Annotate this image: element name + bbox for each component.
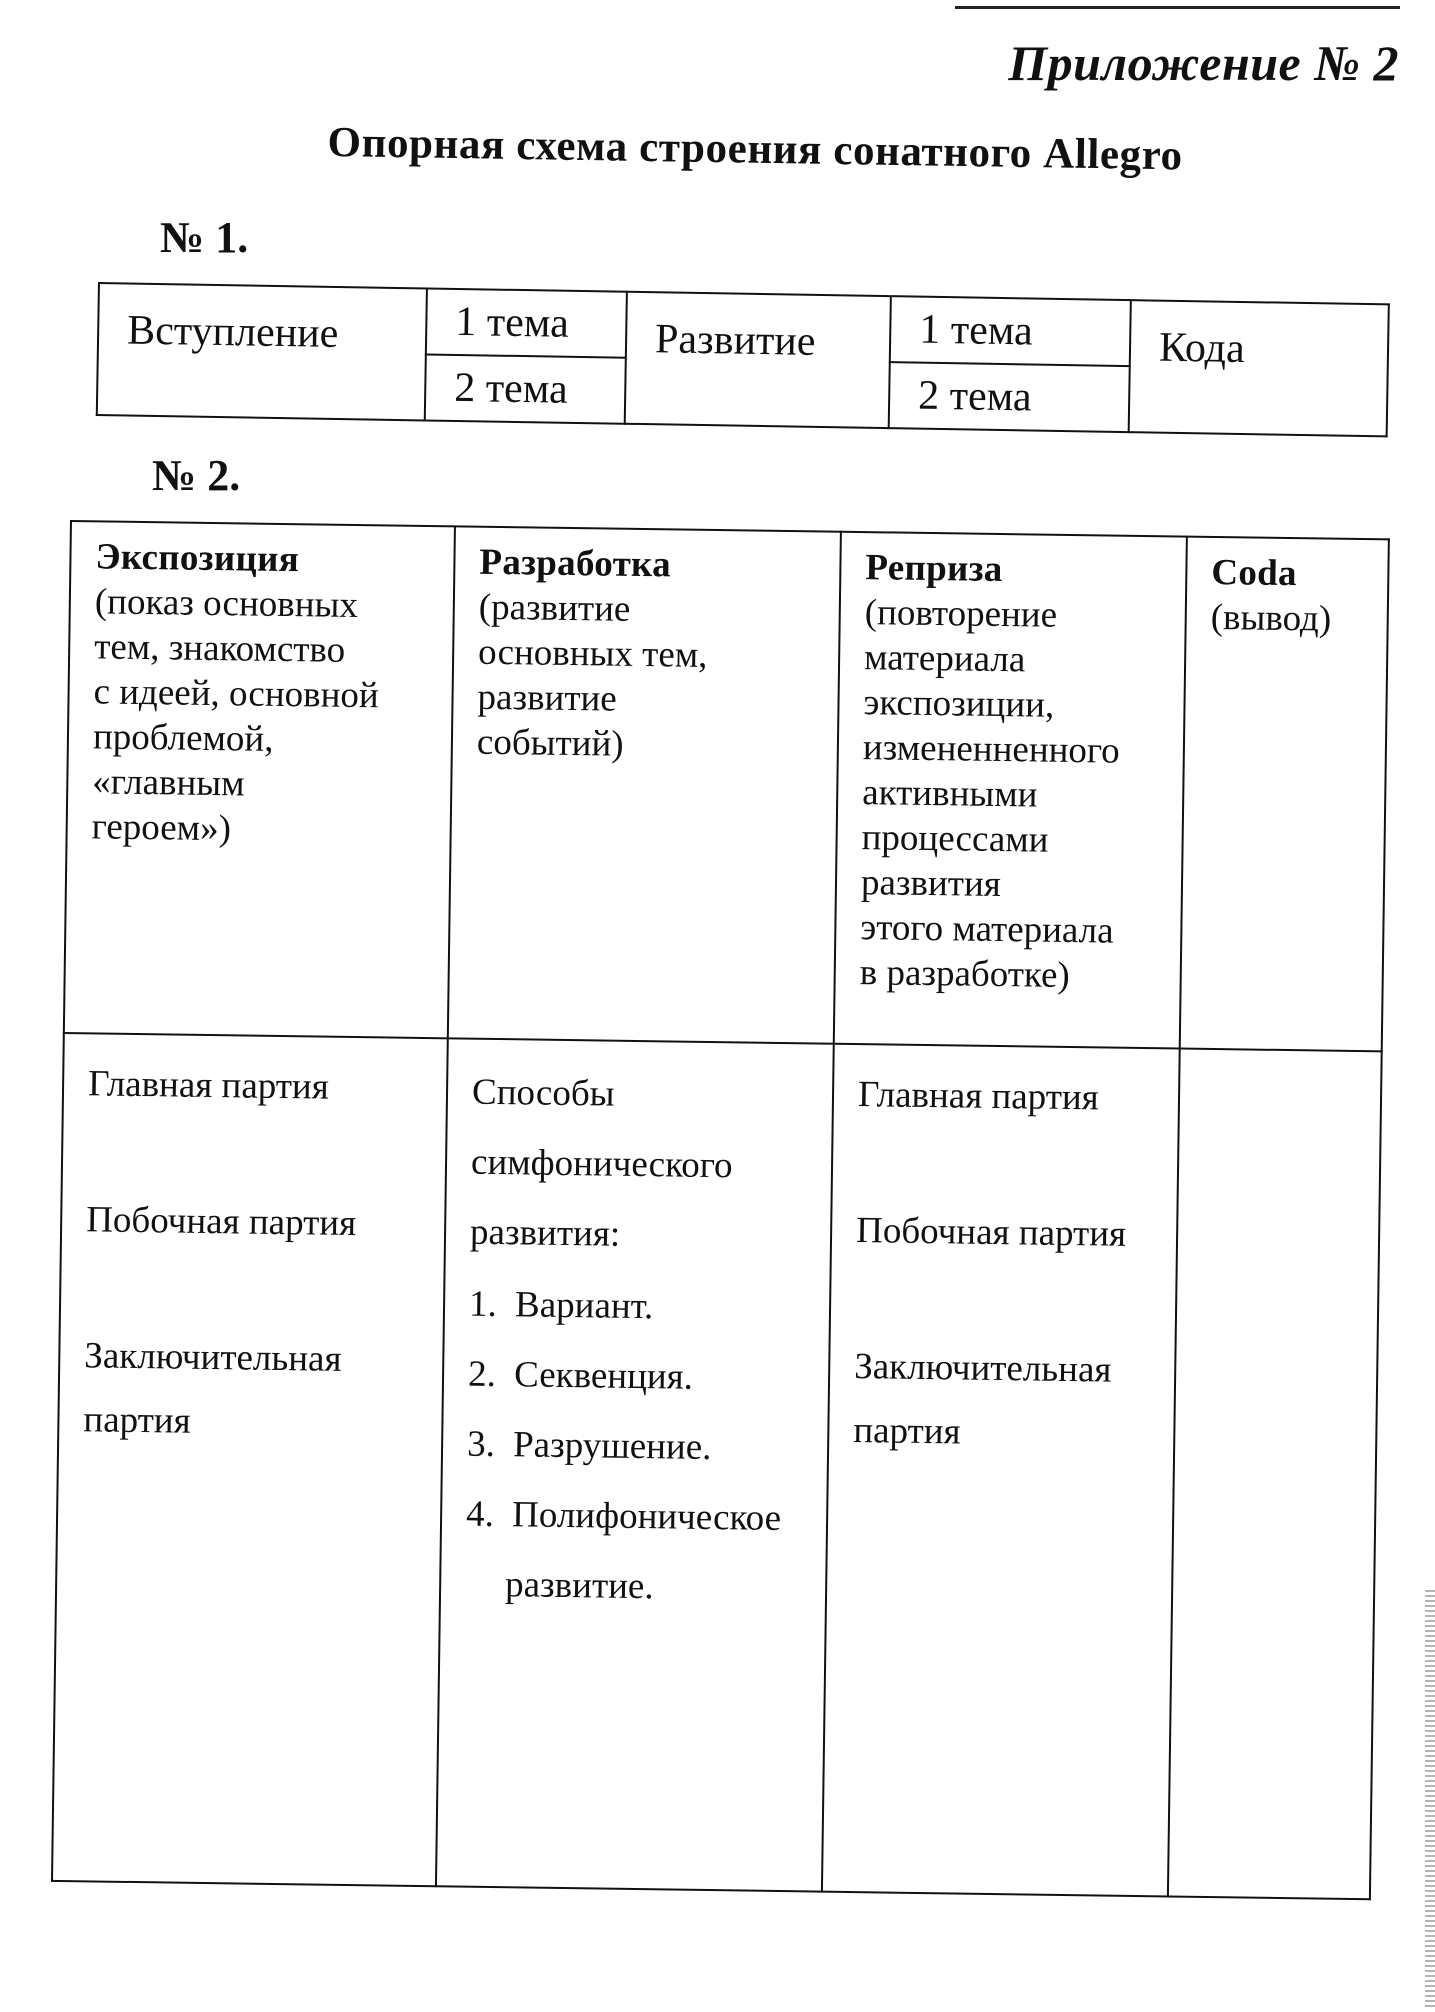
recap-part-closing: Заключительная партия (853, 1346, 1112, 1453)
list-item-text: Полифоническое (511, 1494, 782, 1540)
body-cell-recapitulation (822, 1044, 1180, 1897)
scheme-2-label: № 2. (152, 451, 241, 500)
cell-recap-theme-2: 2 тема (889, 362, 1130, 432)
body-cell-exposition (52, 1033, 448, 1886)
scheme-2-table (51, 520, 1388, 1900)
cell-intro: Вступление (97, 283, 427, 420)
header-cell-exposition (64, 521, 455, 1038)
page-title: Опорная схема строения сонатного Allegro (327, 118, 1184, 180)
scheme-1-label: № 1. (160, 213, 249, 262)
development-description: (развитие основных тем, развитие событий) (476, 586, 708, 765)
body-cell-development (436, 1038, 834, 1891)
list-item-number: 1. (468, 1283, 498, 1326)
exposition-part-secondary: Побочная партия (85, 1199, 357, 1245)
header-cell-development (448, 526, 841, 1043)
list-item (469, 1270, 810, 1345)
recapitulation-heading: Реприза (865, 547, 1003, 591)
header-cell-coda (1180, 537, 1389, 1052)
development-heading: Разработка (479, 541, 672, 586)
top-rule-divider (955, 6, 1400, 9)
recap-part-secondary: Побочная партия (855, 1210, 1127, 1255)
list-item-number: 2. (467, 1353, 497, 1396)
recapitulation-description: (повторение материала экспозиции, измененненного активными процессами развития этого материала в разработке) (859, 592, 1121, 997)
body-cell-coda (1168, 1049, 1382, 1900)
appendix-label: Приложение № 2 (1008, 35, 1399, 91)
list-item (468, 1340, 809, 1415)
list-item-number: 4. (465, 1493, 495, 1536)
scheme-1-table (96, 282, 1388, 433)
cell-coda: Кода (1129, 300, 1389, 436)
list-item-text: Вариант. (514, 1284, 654, 1328)
coda-description: (вывод) (1210, 596, 1332, 640)
list-item (465, 1480, 807, 1625)
cell-recap-theme-1: 1 тема (890, 296, 1131, 366)
list-item-number: 3. (466, 1423, 496, 1466)
exposition-part-main: Главная партия (87, 1063, 330, 1108)
exposition-heading: Экспозиция (95, 536, 300, 581)
list-item-continuation: развитие. (504, 1564, 654, 1608)
exposition-description: (показ основных тем, знакомство с идеей, основной проблемой, «главным героем») (91, 581, 380, 850)
cell-development: Развитие (625, 292, 891, 428)
cell-exposition-theme-2: 2 тема (425, 354, 626, 423)
list-item (467, 1410, 808, 1485)
recap-part-main: Главная партия (857, 1074, 1100, 1119)
cell-exposition-theme-1: 1 тема (426, 288, 627, 357)
scan-edge-artifact (1425, 1590, 1435, 2010)
list-item-text: Секвенция. (513, 1354, 694, 1398)
development-methods-intro: Способы симфонического развития: (469, 1071, 733, 1255)
header-cell-recapitulation (834, 532, 1187, 1049)
coda-heading: Coda (1211, 551, 1298, 595)
exposition-part-closing: Заключительная партия (83, 1335, 342, 1442)
list-item-text: Разрушение. (512, 1424, 712, 1469)
development-methods-list (465, 1270, 810, 1625)
